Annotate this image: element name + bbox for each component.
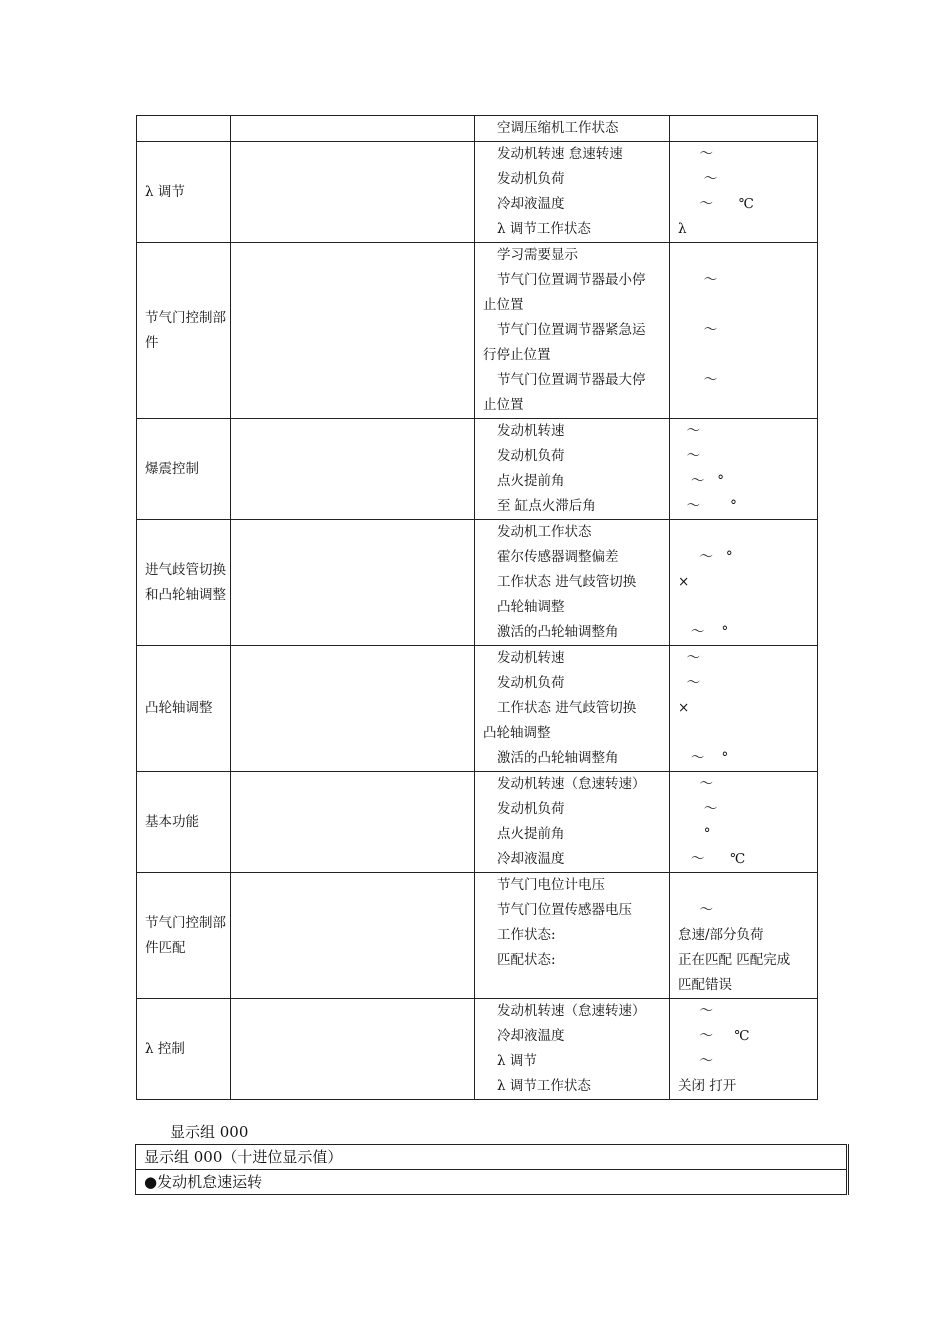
- parameter-line: 发动机转速（怠速转速）: [497, 776, 646, 792]
- value-line: [670, 721, 817, 746]
- empty-cell: [231, 243, 475, 419]
- value-line: ～: [678, 1053, 713, 1069]
- display-group-table: [135, 1144, 849, 1195]
- value-cell: [670, 873, 818, 999]
- value-line: ～: [678, 801, 718, 817]
- value-line: 关闭 打开: [678, 1078, 737, 1094]
- table-row: [137, 520, 818, 646]
- parameter-line: 点火提前角: [497, 826, 565, 842]
- value-line: 正在匹配 匹配完成: [678, 952, 791, 968]
- value-line: ～ °: [678, 549, 733, 565]
- parameter-line: 冷却液温度: [497, 196, 565, 212]
- empty-cell: [231, 419, 475, 520]
- parameter-line: 发动机工作状态: [497, 524, 592, 540]
- parameter-cell: [475, 999, 670, 1100]
- parameter-line: 霍尔传感器调整偏差: [497, 549, 619, 565]
- value-line: 怠速/部分负荷: [678, 927, 764, 943]
- parameter-line: 节气门电位计电压: [497, 877, 605, 893]
- value-cell: [670, 243, 818, 419]
- value-line: ～: [678, 322, 718, 338]
- empty-cell: [231, 142, 475, 243]
- parameter-line: 节气门位置调节器最大停: [497, 372, 646, 388]
- value-line: ～: [678, 146, 713, 162]
- value-line: ～: [678, 448, 701, 464]
- parameter-cell: [475, 772, 670, 873]
- group-name-cell: λ 调节: [137, 142, 231, 243]
- parameter-line: 节气门位置调节器紧急运: [497, 322, 646, 338]
- parameter-line: 发动机负荷: [497, 448, 565, 464]
- value-cell: [670, 520, 818, 646]
- parameter-line: 凸轮轴调整: [497, 599, 565, 615]
- value-line: ～: [678, 171, 718, 187]
- group-name-cell: 节气门控制部件匹配: [137, 873, 231, 999]
- value-line: ～ ℃: [678, 1028, 750, 1044]
- table-row: [137, 419, 818, 520]
- parameter-line: 发动机负荷: [497, 171, 565, 187]
- parameter-line: 发动机负荷: [497, 801, 565, 817]
- parameter-line: 节气门位置调节器最小停: [497, 272, 646, 288]
- parameter-line: 发动机转速: [497, 423, 565, 439]
- parameter-cell: [475, 243, 670, 419]
- value-line: ～: [678, 675, 701, 691]
- parameter-line: 工作状态 进气歧管切换: [497, 700, 637, 716]
- display-group-item: ●发动机怠速运转: [136, 1170, 848, 1195]
- parameter-line: 发动机转速: [497, 650, 565, 666]
- table-row: [137, 999, 818, 1100]
- parameter-line: 止位置: [483, 397, 524, 413]
- value-cell: [670, 142, 818, 243]
- group-name-cell: 节气门控制部件: [137, 243, 231, 419]
- diagnostic-table: [136, 115, 818, 1100]
- parameter-line: 节气门位置传感器电压: [497, 902, 632, 918]
- parameter-line: 发动机转速 怠速转速: [497, 146, 623, 162]
- parameter-line: 至 缸点火滞后角: [497, 498, 596, 514]
- display-group-header: 显示组 000（十进位显示值）: [136, 1145, 848, 1170]
- value-line: [670, 343, 817, 368]
- value-line: λ: [678, 221, 687, 237]
- value-line: °: [678, 826, 711, 842]
- table-row: [137, 772, 818, 873]
- display-group-item-row: [136, 1170, 848, 1195]
- parameter-line: 学习需要显示: [497, 247, 578, 263]
- empty-cell: [231, 873, 475, 999]
- group-name-cell: 爆震控制: [137, 419, 231, 520]
- parameter-line: 冷却液温度: [497, 851, 565, 867]
- parameter-cell: [475, 646, 670, 772]
- value-line: [670, 873, 817, 898]
- parameter-line: λ 调节工作状态: [497, 1078, 591, 1094]
- empty-cell: [231, 116, 475, 142]
- value-line: [670, 293, 817, 318]
- empty-cell: [231, 772, 475, 873]
- table-row: [137, 116, 818, 142]
- value-line: [670, 116, 817, 141]
- value-line: [670, 520, 817, 545]
- value-cell: [670, 419, 818, 520]
- value-line: [670, 393, 817, 418]
- value-cell: [670, 646, 818, 772]
- section-caption: 显示组 000: [170, 1123, 249, 1141]
- value-line: ～ ℃: [678, 196, 754, 212]
- parameter-line: 行停止位置: [483, 347, 551, 363]
- empty-cell: [231, 999, 475, 1100]
- value-line: ～: [678, 650, 701, 666]
- display-group-header-row: [136, 1145, 848, 1170]
- group-name-cell: [137, 116, 231, 142]
- value-cell: [670, 772, 818, 873]
- empty-cell: [231, 520, 475, 646]
- parameter-line: 空调压缩机工作状态: [497, 120, 619, 136]
- value-line: [670, 243, 817, 268]
- parameter-line: 激活的凸轮轴调整角: [497, 750, 619, 766]
- value-line: ～ °: [678, 624, 729, 640]
- value-line: ～ °: [678, 473, 724, 489]
- parameter-line: 发动机负荷: [497, 675, 565, 691]
- group-name-cell: λ 控制: [137, 999, 231, 1100]
- value-line: ～: [678, 1003, 713, 1019]
- value-cell: [670, 116, 818, 142]
- table-row: [137, 873, 818, 999]
- parameter-cell: [475, 873, 670, 999]
- value-line: 匹配错误: [678, 977, 732, 993]
- parameter-line: 止位置: [483, 297, 524, 313]
- parameter-line: 凸轮轴调整: [483, 725, 551, 741]
- group-name-cell: 进气歧管切换和凸轮轴调整: [137, 520, 231, 646]
- parameter-line: 点火提前角: [497, 473, 565, 489]
- parameter-cell: [475, 520, 670, 646]
- value-line: ～: [678, 776, 713, 792]
- value-line: ～ ℃: [678, 851, 746, 867]
- value-line: ×: [678, 700, 690, 716]
- group-name-cell: 凸轮轴调整: [137, 646, 231, 772]
- parameter-cell: [475, 116, 670, 142]
- parameter-line: λ 调节: [497, 1053, 537, 1069]
- parameter-line: 冷却液温度: [497, 1028, 565, 1044]
- value-line: ～ °: [678, 750, 729, 766]
- value-line: ～: [678, 272, 718, 288]
- empty-cell: [231, 646, 475, 772]
- parameter-line: λ 调节工作状态: [497, 221, 591, 237]
- parameter-line: 工作状态 进气歧管切换: [497, 574, 637, 590]
- parameter-line: 工作状态:: [497, 927, 556, 943]
- parameter-line: 发动机转速（怠速转速）: [497, 1003, 646, 1019]
- diagnostic-table-body: [137, 116, 818, 1100]
- parameter-line: 匹配状态:: [497, 952, 556, 968]
- group-name-cell: 基本功能: [137, 772, 231, 873]
- parameter-cell: [475, 142, 670, 243]
- value-cell: [670, 999, 818, 1100]
- parameter-line: 激活的凸轮轴调整角: [497, 624, 619, 640]
- table-row: [137, 142, 818, 243]
- table-row: [137, 243, 818, 419]
- value-line: ～: [678, 372, 718, 388]
- value-line: ～: [678, 423, 701, 439]
- table-row: [137, 646, 818, 772]
- value-line: ～: [678, 902, 713, 918]
- value-line: ～ °: [678, 498, 737, 514]
- value-line: [670, 595, 817, 620]
- value-line: ×: [678, 574, 690, 590]
- parameter-cell: [475, 419, 670, 520]
